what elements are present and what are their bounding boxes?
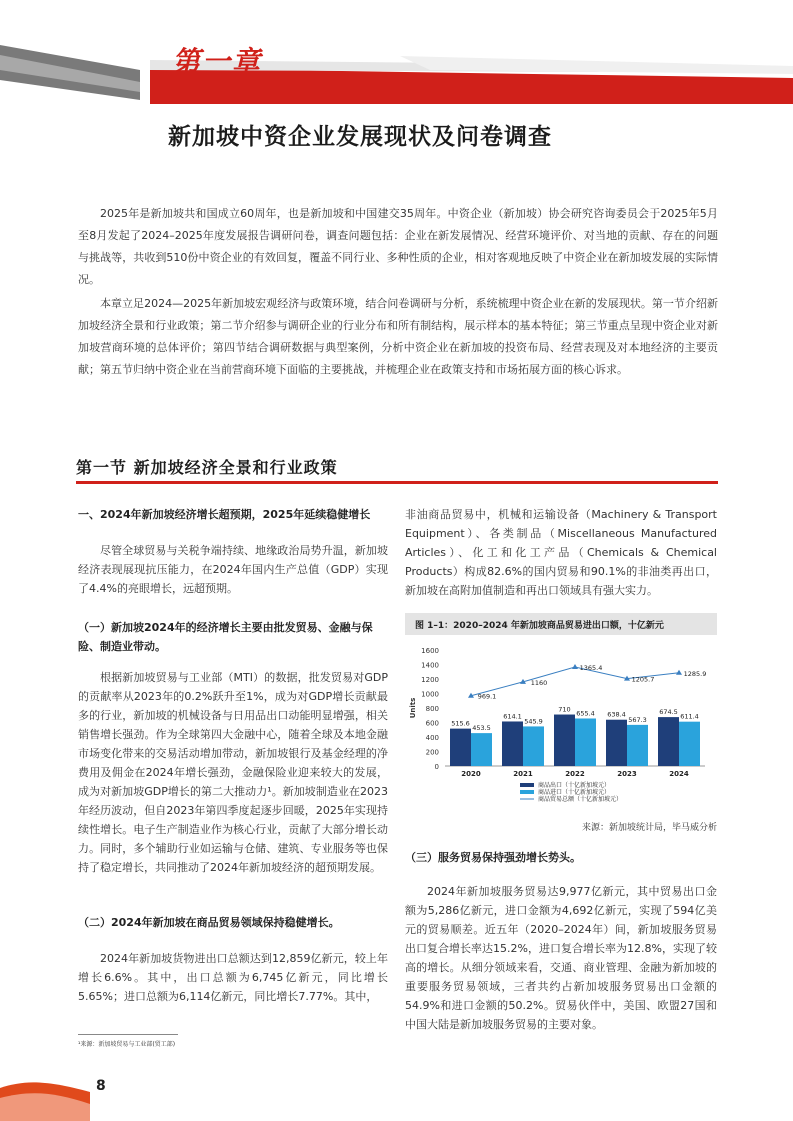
trade-chart bbox=[405, 640, 717, 815]
y-tick-label: 0 bbox=[434, 763, 439, 771]
export-data-label: 515.6 bbox=[451, 719, 470, 728]
total-point bbox=[572, 664, 578, 669]
figure-title: 图 1–1：2020–2024 年新加坡商品贸易进出口额，十亿新元 bbox=[415, 621, 664, 631]
import-data-label: 567.3 bbox=[628, 715, 647, 724]
right-paragraph-2: 2024年新加坡服务贸易达9,977亿新元，其中贸易出口金额为5,286亿新元，进口金额为4,692亿新元，实现了594亿美元的贸易顺差。近五年（2020–2024年）间，新加坡服务贸易出口复合增长率达15.2%，进口复合增长率为12.8%，实现了较高的增长。从细分领域来看，交通、商业管理、金融为新加坡的重要服务贸易领域，三者共约占新加坡服务贸易出口金额的54.9%和进口金额的50.2%。贸易伙伴中，美国、欧盟27国和中国大陆是新加坡服务贸易的主要对象。 bbox=[405, 885, 717, 1031]
export-bar bbox=[658, 717, 679, 766]
heading-goods-trade: （二）2024年新加坡在商品贸易领域保持稳健增长。 bbox=[78, 916, 340, 929]
export-data-label: 710 bbox=[558, 705, 571, 714]
page-number: 8 bbox=[96, 1078, 106, 1094]
footnote-divider bbox=[78, 1034, 178, 1035]
legend-total-label: 商品贸易总额（十亿新加坡元） bbox=[538, 796, 623, 803]
y-tick-label: 400 bbox=[425, 734, 439, 742]
x-tick-label: 2021 bbox=[513, 770, 533, 778]
intro-paragraph-1: 2025年是新加坡共和国成立60周年，也是新加坡和中国建交35周年。中资企业（新加坡）协会研究咨询委员会于2025年5月至8月发起了2024–2025年度发展报告调研问卷，调查问题包括：企业在新发展情况、经营环境评价、对当地的贡献、存在的问题与挑战等，共收到510份中资企业的有效回复，覆盖不同行业、多种性质的企业，相对客观地反映了中资企业在新加坡发展的实际情况。 bbox=[78, 207, 718, 286]
export-bar bbox=[554, 715, 575, 766]
import-bar bbox=[523, 726, 544, 766]
export-bar bbox=[606, 720, 627, 766]
x-tick-label: 2020 bbox=[461, 770, 481, 778]
heading-growth-drivers: （一）新加坡2024年的经济增长主要由批发贸易、金融与保险、制造业带动。 bbox=[78, 621, 373, 653]
export-data-label: 674.5 bbox=[659, 708, 678, 717]
legend-export-label: 商品出口（十亿新加坡元） bbox=[538, 782, 611, 789]
export-bar bbox=[502, 721, 523, 766]
chapter-title: 新加坡中资企业发展现状及问卷调查 bbox=[168, 124, 552, 150]
section-divider bbox=[76, 481, 718, 484]
heading-economy-growth: 一、2024年新加坡经济增长超预期，2025年延续稳健增长 bbox=[78, 508, 371, 521]
intro-paragraph-2: 本章立足2024—2025年新加坡宏观经济与政策环境，结合问卷调研与分析，系统梳理中资企业在新的发展现状。第一节介绍新加坡经济全景和行业政策；第二节介绍参与调研企业的行业分布和所有制结构，展示样本的基本特征；第三节重点呈现中资企业对新加坡营商环境的总体评价；第四节结合调研数据与典型案例，分析中资企业在新加坡的投资布局、经营表现及对本地经济的主要贡献；第五节归纳中资企业在当前营商环境下面临的主要挑战，并梳理企业在政策支持和市场拓展方面的核心诉求。 bbox=[78, 297, 718, 376]
section-title: 第一节 新加坡经济全景和行业政策 bbox=[76, 458, 338, 477]
left-paragraph-1: 尽管全球贸易与关税争端持续、地缘政治局势升温，新加坡经济表现展现抗压能力，在2024年国内生产总值（GDP）实现了4.4%的亮眼增长，远超预期。 bbox=[78, 544, 388, 595]
x-tick-label: 2022 bbox=[565, 770, 585, 778]
legend-import-swatch bbox=[520, 790, 534, 794]
export-bar bbox=[450, 729, 471, 766]
import-bar bbox=[471, 733, 492, 766]
import-bar bbox=[679, 722, 700, 766]
total-point bbox=[676, 670, 682, 675]
total-data-label: 1285.9 bbox=[683, 669, 707, 678]
y-tick-label: 1400 bbox=[421, 661, 439, 670]
legend-export-swatch bbox=[520, 783, 534, 787]
import-data-label: 545.9 bbox=[524, 717, 543, 726]
header-stripes bbox=[0, 30, 793, 110]
left-paragraph-3: 2024年新加坡货物进出口总额达到12,859亿新元，较上年增长6.6%。其中，出口总额为6,745亿新元，同比增长5.65%；进口总额为6,114亿新元，同比增长7.77%。其中， bbox=[78, 952, 388, 1003]
export-data-label: 638.4 bbox=[607, 710, 626, 719]
import-bar bbox=[627, 725, 648, 766]
import-bar bbox=[575, 718, 596, 766]
y-axis-label: Units bbox=[409, 697, 417, 719]
y-tick-label: 1200 bbox=[421, 676, 439, 684]
export-data-label: 614.1 bbox=[503, 712, 522, 721]
heading-services-trade: （三）服务贸易保持强劲增长势头。 bbox=[405, 851, 581, 864]
total-data-label: 1365.4 bbox=[579, 664, 603, 673]
total-data-label: 1205.7 bbox=[631, 675, 655, 684]
total-data-label: 969.1 bbox=[477, 692, 497, 701]
import-data-label: 453.5 bbox=[472, 724, 491, 733]
import-data-label: 655.4 bbox=[576, 709, 595, 718]
footer-wave bbox=[0, 1078, 90, 1121]
left-paragraph-2: 根据新加坡贸易与工业部（MTI）的数据，批发贸易对GDP的贡献率从2023年的0.2%跃升至1%，成为对GDP增长贡献最多的行业，新加坡的机械设备与日用品出口动能明显增强，相关销售增长强劲。作为全球第四大金融中心，随着全球及本地金融市场变化带来的交易活动增加带动，新加坡银行及基金经理的净费用及佣金在2024年增长强劲，金融保险业迎来较大的发展，成为对新加坡GDP增长的第二大推动力¹。新加坡制造业在2023年经历波动，但自2023年第四季度起逐步回暖，2025年实现持续性增长。电子生产制造业作为核心行业，贡献了大部分增长动力。同时，多个辅助行业如运输与仓储、建筑、专业服务等也保持了稳定增长，共同推动了2024年新加坡经济的超预期发展。 bbox=[78, 671, 388, 874]
figure-source: 来源：新加坡统计局，毕马威分析 bbox=[581, 823, 717, 833]
y-tick-label: 1600 bbox=[421, 647, 439, 655]
right-paragraph-1: 非油商品贸易中，机械和运输设备（Machinery & Transport Equipment）、各类制品（Miscellaneous Manufactured Articles）、化工和化工产品（Chemicals & Chemical Products）构成82.6%的国内贸易和90.1%的非油类再出口，新加坡在高附加值制造和再出口领域具有强大实力。 bbox=[405, 508, 717, 597]
y-tick-label: 800 bbox=[425, 705, 439, 713]
y-tick-label: 200 bbox=[425, 748, 439, 757]
chapter-label: 第一章 bbox=[172, 45, 263, 78]
x-tick-label: 2024 bbox=[669, 770, 689, 778]
y-tick-label: 1000 bbox=[421, 690, 439, 699]
import-data-label: 611.4 bbox=[680, 712, 699, 721]
x-tick-label: 2023 bbox=[617, 770, 637, 778]
legend-import-label: 商品进口（十亿新加坡元） bbox=[538, 789, 611, 796]
y-tick-label: 600 bbox=[425, 719, 439, 728]
footnote: ¹来源：新加坡贸易与工业部(贸工部) bbox=[78, 1041, 176, 1048]
total-data-label: 1160 bbox=[530, 678, 548, 687]
